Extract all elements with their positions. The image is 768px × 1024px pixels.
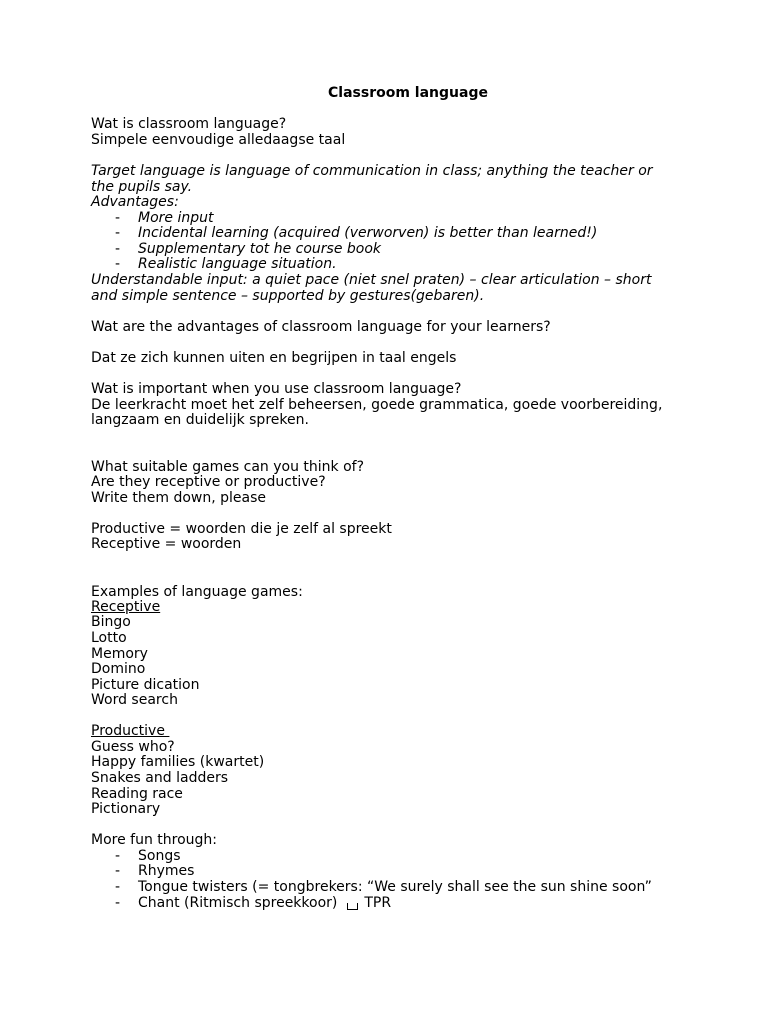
list-item: Reading race bbox=[91, 786, 183, 802]
productive-heading: Productive bbox=[91, 723, 170, 739]
question-what-is: Wat is classroom language? bbox=[91, 116, 287, 132]
question-advantages: Wat are the advantages of classroom language for your learners? bbox=[91, 319, 551, 335]
list-item: Snakes and ladders bbox=[91, 770, 228, 786]
question-games-line-3: Write them down, please bbox=[91, 490, 267, 506]
fun-item-chant bbox=[138, 895, 391, 911]
arrow-icon bbox=[347, 903, 358, 910]
fun-item: Rhymes bbox=[138, 863, 195, 879]
bullet-dash: - bbox=[115, 848, 121, 864]
target-language-line-2: the pupils say. bbox=[91, 179, 193, 195]
advantage-item: More input bbox=[138, 210, 214, 226]
question-important: Wat is important when you use classroom language? bbox=[91, 381, 462, 397]
question-games-line-1: What suitable games can you think of? bbox=[91, 459, 365, 475]
list-item: Happy families (kwartet) bbox=[91, 754, 265, 770]
advantage-item: Incidental learning (acquired (verworven) is better than learned!) bbox=[138, 225, 598, 241]
list-item: Bingo bbox=[91, 614, 131, 630]
list-item: Domino bbox=[91, 661, 146, 677]
fun-item: Songs bbox=[138, 848, 181, 864]
question-games-line-2: Are they receptive or productive? bbox=[91, 474, 326, 490]
definition-productive: Productive = woorden die je zelf al spreekt bbox=[91, 521, 392, 537]
target-language-line-1: Target language is language of communication in class; anything the teacher or bbox=[91, 163, 653, 179]
definition-receptive: Receptive = woorden bbox=[91, 536, 242, 552]
page-title: Classroom language bbox=[328, 85, 488, 101]
answer-important-line-1: De leerkracht moet het zelf beheersen, goede grammatica, goede voorbereiding, bbox=[91, 397, 663, 413]
answer-what-is: Simpele eenvoudige alledaagse taal bbox=[91, 132, 346, 148]
list-item: Guess who? bbox=[91, 739, 175, 755]
fun-item: Tongue twisters (= tongbrekers: “We surely shall see the sun shine soon” bbox=[138, 879, 652, 895]
bullet-dash: - bbox=[115, 895, 121, 911]
bullet-dash: - bbox=[115, 210, 121, 226]
list-item: Pictionary bbox=[91, 801, 161, 817]
bullet-dash: - bbox=[115, 879, 121, 895]
list-item: Lotto bbox=[91, 630, 127, 646]
fun-label: More fun through: bbox=[91, 832, 218, 848]
understandable-input-line-2: and simple sentence – supported by gestures(gebaren). bbox=[91, 288, 485, 304]
advantage-item: Supplementary tot he course book bbox=[138, 241, 382, 257]
bullet-dash: - bbox=[115, 225, 121, 241]
advantages-label: Advantages: bbox=[91, 194, 179, 210]
answer-advantages: Dat ze zich kunnen uiten en begrijpen in taal engels bbox=[91, 350, 457, 366]
bullet-dash: - bbox=[115, 863, 121, 879]
fun-item-suffix: TPR bbox=[364, 895, 392, 911]
bullet-dash: - bbox=[115, 256, 121, 272]
list-item: Word search bbox=[91, 692, 178, 708]
understandable-input-line-1: Understandable input: a quiet pace (niet snel praten) – clear articulation – short bbox=[91, 272, 652, 288]
list-item: Picture dication bbox=[91, 677, 200, 693]
advantage-item: Realistic language situation. bbox=[138, 256, 337, 272]
list-item: Memory bbox=[91, 646, 148, 662]
answer-important-line-2: langzaam en duidelijk spreken. bbox=[91, 412, 309, 428]
examples-label: Examples of language games: bbox=[91, 584, 303, 600]
receptive-heading: Receptive bbox=[91, 599, 161, 615]
fun-item-text: Chant (Ritmisch spreekkoor) bbox=[138, 895, 338, 911]
bullet-dash: - bbox=[115, 241, 121, 257]
